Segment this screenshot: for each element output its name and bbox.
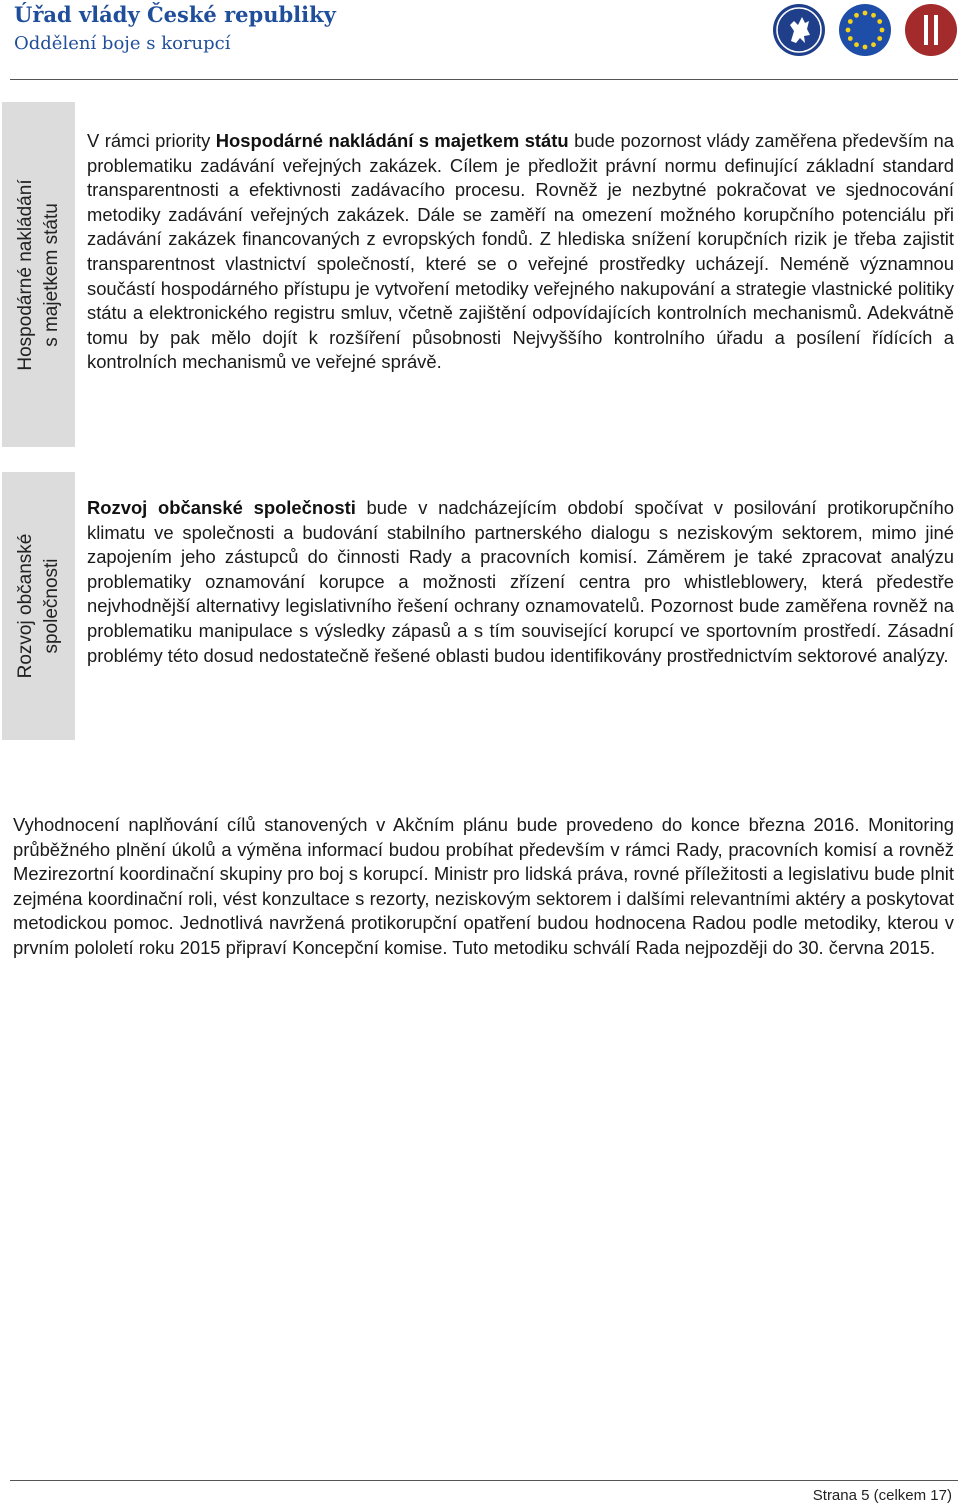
- government-emblem-icon: [904, 3, 958, 57]
- section-label-line-1: Rozvoj občanské: [14, 533, 36, 679]
- czech-lion-icon: [772, 3, 826, 57]
- section-civil-society: [2, 472, 960, 740]
- header-divider: [10, 79, 958, 80]
- section-label: [13, 179, 65, 370]
- footer-divider: [10, 1480, 958, 1481]
- section-sidebar: [2, 472, 75, 740]
- priority-name: Hospodárné nakládání s majetkem státu: [215, 130, 569, 151]
- section-label-line-1: Hospodárné nakládání: [14, 178, 36, 371]
- organization-title: Úřad vlády České republiky: [14, 2, 336, 27]
- section-label-line-2: společnosti: [40, 558, 62, 654]
- section-text: [75, 472, 960, 740]
- section-label-line-2: s majetkem státu: [40, 202, 62, 347]
- eu-stars-icon: [838, 3, 892, 57]
- text-intro: V rámci priority: [87, 130, 216, 151]
- section-text: [75, 102, 960, 447]
- text-body: bude pozornost vlády zaměřena především na problematiku zadávání veřejných zakázek. Cílem je předložit právní normu definující základní standard transparentnosti a efektivnosti zadávacího procesu. Rovněž je nezbytné pokračovat ve sjednocování metodiky zadávání veřejných zakázek. Dále se zaměří na omezení možného korupčního potenciálu při zadávání zakázek financovaných z evropských fondů. Z hlediska snížení korupčních rizik je třeba zajistit transparentnost vlastnictví společností, které se o veřejné prostředky ucházejí. Neméně významnou součástí hospodárného přístupu je vytvoření metodiky veřejného nakupování a strategie vlastnické politiky státu a elektronického registru smluv, včetně zajištění odpovídajících kontrolních mechanismů. Adekvátně tomu by pak mělo dojít k rozšíření působnosti Nejvyššího kontrolního úřadu a posílení řídících a kontrolních mechanismů ve veřejné správě.: [87, 130, 955, 373]
- section-state-property: [2, 102, 960, 447]
- department-subtitle: Oddělení boje s korupcí: [14, 33, 231, 54]
- section-label: [13, 534, 65, 679]
- text-body: bude v nadcházejícím období spočívat v posilování protikorupčního klimatu ve společnosti a budování stabilního partnerského dialogu s neziskovým sektorem, mimo jiné zapojením jeho zástupců do činnosti Rady a pracovních komisí. Záměrem je také zpracovat analýzu problematiky oznamování korupce a možnosti zřízení centra pro whistleblowery, která předestře nejvhodnější alternativy legislativního řešení ochrany oznamovatelů. Pozornost bude zaměřena rovněž na problematiku manipulace s výsledky zápasů a s tím související korupcí ve sportovním prostředí. Zásadní problémy této dosud nedostatečně řešené oblasti budou identifikovány prostřednictvím sektorové analýzy.: [87, 497, 954, 666]
- section-sidebar: [2, 102, 75, 447]
- page-header: [0, 0, 960, 80]
- closing-paragraph: Vyhodnocení naplňování cílů stanovených v Akčním plánu bude provedeno do konce března 2016. Monitoring průběžného plnění úkolů a výměna informací budou probíhat především v rámci Rady, pracovních komisí a rovněž Mezirezortní koordinační skupiny pro boj s korupcí. Ministr pro lidská práva, rovné příležitosti a legislativu bude plnit zejména koordinační roli, vést konzultace s rezorty, neziskovým sektorem i dalšími relevantními aktéry a poskytovat metodickou pomoc. Jednotlivá navržená protikorupční opatření budou hodnocena Radou podle metodiky, kterou v prvním pololetí roku 2015 připraví Koncepční komise. Tuto metodiku schválí Rada nejpozději do 30. června 2015.: [13, 814, 954, 958]
- priority-name: Rozvoj občanské společnosti: [87, 497, 356, 518]
- page-number: Strana 5 (celkem 17): [812, 1487, 952, 1504]
